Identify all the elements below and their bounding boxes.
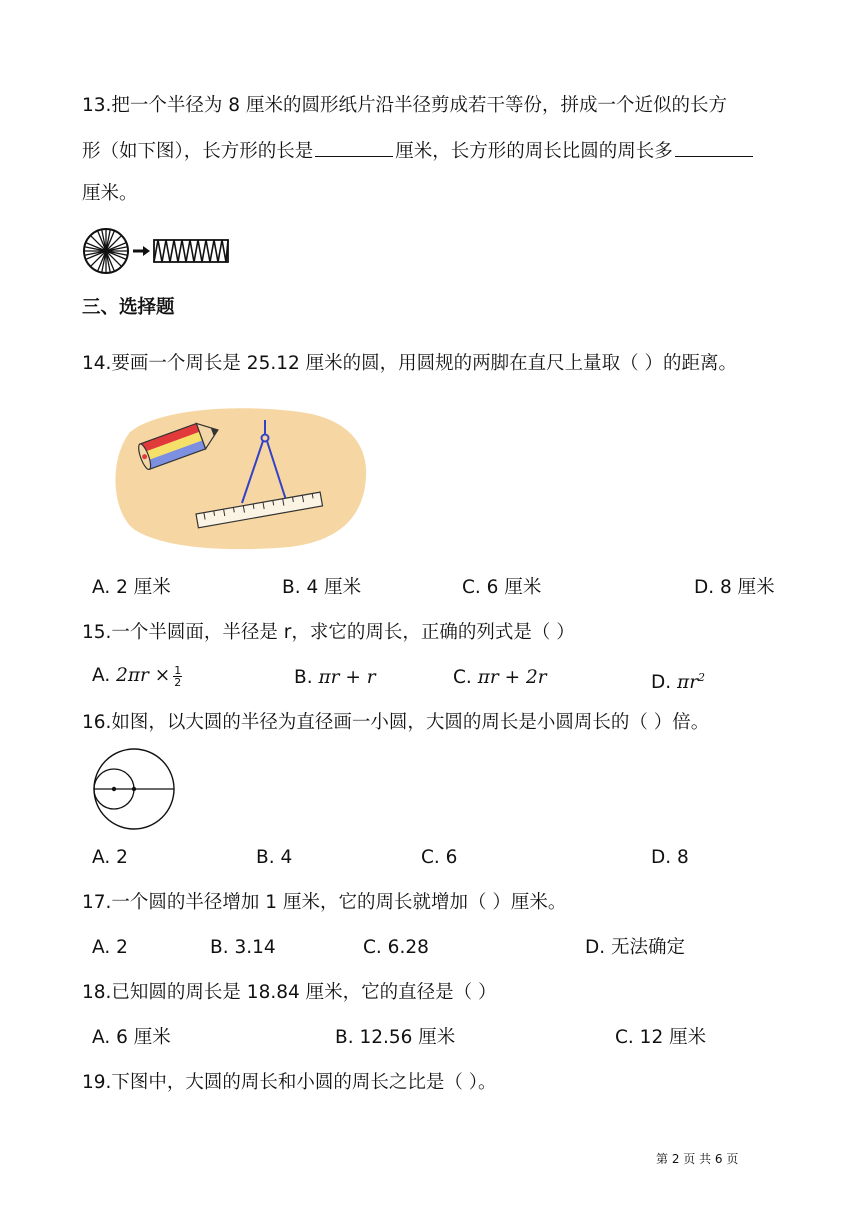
q18-stem: 18.已知圆的周长是 18.84 厘米，它的直径是（ ） <box>82 982 497 1003</box>
q13-blank-1[interactable] <box>315 138 393 157</box>
q16-option-a[interactable]: A. 2 <box>92 847 128 868</box>
q18-option-b[interactable]: B. 12.56 厘米 <box>335 1027 456 1048</box>
q15-option-b[interactable]: B. πr + r <box>294 667 376 688</box>
q13-line3: 厘米。 <box>82 183 138 204</box>
q14-option-d[interactable]: D. 8 厘米 <box>694 577 775 598</box>
q16-figure <box>90 746 180 834</box>
q18-option-c[interactable]: C. 12 厘米 <box>615 1027 707 1048</box>
q15-b-expr: πr + r <box>318 667 376 688</box>
q15-option-a[interactable]: A. 2πr × $\frac{1}{2}$ <box>92 663 182 689</box>
section-3-title: 三、选择题 <box>82 297 175 318</box>
q14-stem: 14.要画一个周长是 25.12 厘米的圆，用圆规的两脚在直尺上量取（ ）的距离。 <box>82 353 738 374</box>
q15-option-c[interactable]: C. πr + 2r <box>453 667 547 688</box>
paper-background <box>115 408 366 549</box>
q13-line2 <box>82 138 755 164</box>
q13-line2-b: 厘米，长方形的周长比圆的周长多 <box>395 141 673 162</box>
q14-option-c[interactable]: C. 6 厘米 <box>462 577 542 598</box>
q17-option-a[interactable]: A. 2 <box>92 937 128 958</box>
page-footer: 第 2 页 共 6 页 <box>656 1152 739 1166</box>
q14-figure <box>110 402 372 552</box>
q13-blank-2[interactable] <box>675 138 753 157</box>
q15-option-d[interactable]: D. $\pi r^2$ <box>651 671 706 694</box>
cut-circle-icon <box>84 229 128 273</box>
q16-option-c[interactable]: C. 6 <box>421 847 458 868</box>
q18-option-a[interactable]: A. 6 厘米 <box>92 1027 171 1048</box>
q13-line1: 13.把一个半径为 8 厘米的圆形纸片沿半径剪成若干等份，拼成一个近似的长方 <box>82 95 727 116</box>
q14-option-a[interactable]: A. 2 厘米 <box>92 577 171 598</box>
q19-stem: 19.下图中，大圆的周长和小圆的周长之比是（ ）。 <box>82 1072 497 1093</box>
q16-option-d[interactable]: D. 8 <box>651 847 689 868</box>
q17-stem: 17.一个圆的半径增加 1 厘米，它的周长就增加（ ）厘米。 <box>82 892 567 913</box>
q15-stem: 15.一个半圆面，半径是 r，求它的周长，正确的列式是（ ） <box>82 622 575 643</box>
q16-stem: 16.如图，以大圆的半径为直径画一小圆，大圆的周长是小圆周长的（ ）倍。 <box>82 712 710 733</box>
q13-line2-a: 形（如下图），长方形的长是 <box>82 141 314 162</box>
q15-d-exponent: 2 <box>698 671 706 684</box>
q13-figure <box>82 226 232 276</box>
q15-c-expr: πr + 2r <box>477 667 547 688</box>
q15-d-expr: πr <box>677 672 699 694</box>
q17-option-c[interactable]: C. 6.28 <box>363 937 429 958</box>
zigzag-rectangle-icon <box>154 240 228 262</box>
q14-option-b[interactable]: B. 4 厘米 <box>282 577 362 598</box>
q17-option-b[interactable]: B. 3.14 <box>210 937 276 958</box>
q15-a-expr: 2πr × <box>116 665 171 686</box>
q17-option-d[interactable]: D. 无法确定 <box>585 937 686 958</box>
q16-option-b[interactable]: B. 4 <box>256 847 293 868</box>
q15-a-fraction: $\frac{1}{2}$ <box>174 663 182 689</box>
right-arrow-icon <box>133 246 150 256</box>
